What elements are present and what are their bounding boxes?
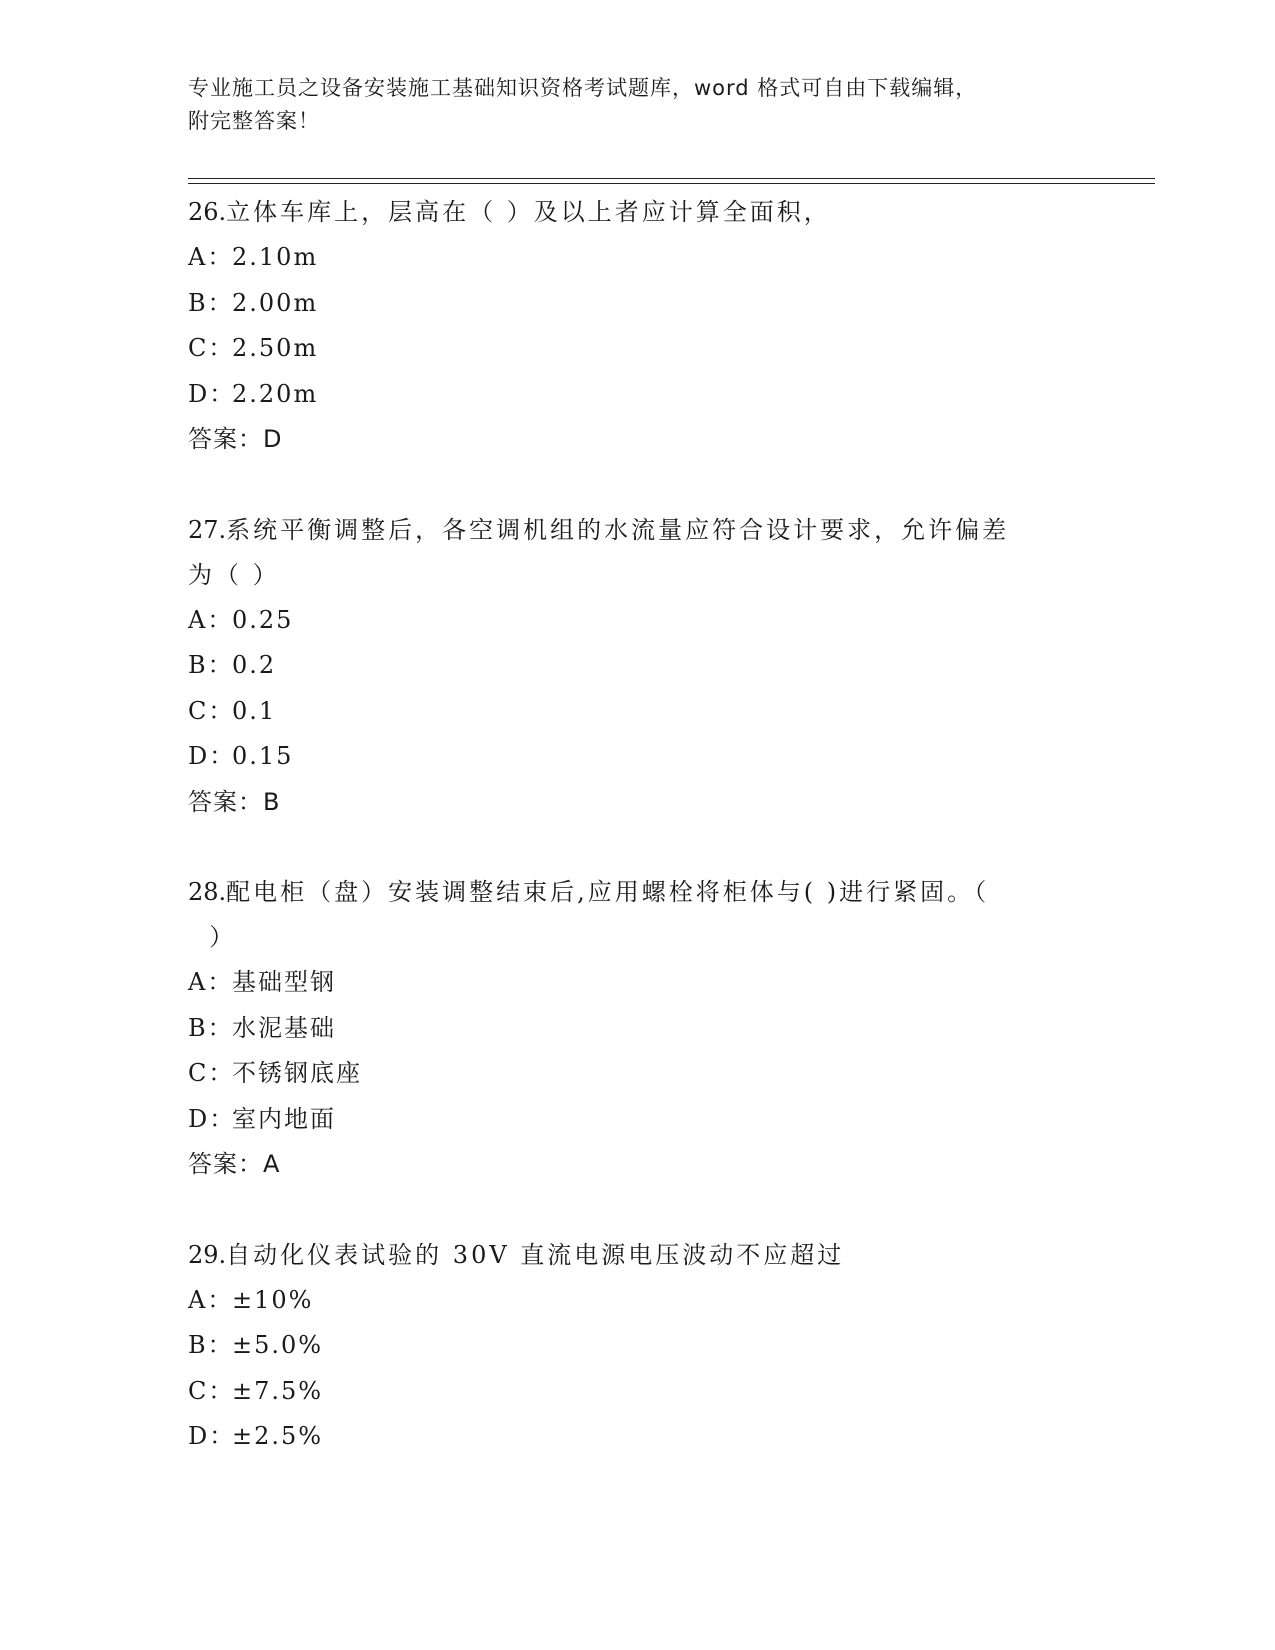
header-divider-bottom bbox=[188, 183, 1155, 184]
option-text: 2.20m bbox=[232, 379, 319, 408]
option-key: B： bbox=[188, 1013, 234, 1042]
option-key: A： bbox=[188, 968, 234, 996]
option-key: C： bbox=[188, 1059, 235, 1087]
answer-line: 答案：D bbox=[188, 425, 283, 453]
option-key: D： bbox=[188, 742, 236, 770]
option-key: B： bbox=[188, 1331, 234, 1359]
question-stem-line: 配电柜（盘）安装调整结束后,应用螺栓将柜体与( )进行紧固。（ bbox=[226, 878, 990, 906]
option-a bbox=[188, 960, 1088, 1006]
option-text: 0.25 bbox=[232, 605, 294, 634]
option-c bbox=[188, 326, 1088, 372]
option-key: A： bbox=[188, 1285, 234, 1314]
option-text: 2.00m bbox=[232, 288, 319, 317]
question-stem bbox=[188, 190, 1088, 235]
option-d bbox=[188, 1414, 1088, 1460]
option-text: 室内地面 bbox=[232, 1104, 336, 1133]
question-29 bbox=[188, 1233, 1088, 1460]
option-a bbox=[188, 235, 1088, 281]
option-text: 水泥基础 bbox=[232, 1013, 336, 1042]
option-c bbox=[188, 689, 1088, 735]
option-text: ±5.0% bbox=[232, 1331, 324, 1359]
option-b bbox=[188, 1006, 1088, 1052]
option-key: B： bbox=[188, 288, 234, 317]
option-key: D： bbox=[188, 1104, 236, 1133]
option-key: A： bbox=[188, 243, 234, 271]
question-stem-line: 自动化仪表试验的 30V 直流电源电压波动不应超过 bbox=[226, 1240, 845, 1269]
option-text: ±10% bbox=[232, 1285, 314, 1314]
question-stem bbox=[188, 508, 1088, 553]
option-key: B： bbox=[188, 651, 234, 679]
header-line-1: 专业施工员之设备安装施工基础知识资格考试题库，word 格式可自由下载编辑， bbox=[188, 76, 978, 100]
question-list bbox=[188, 190, 1088, 1505]
option-a bbox=[188, 1278, 1088, 1324]
option-text: 不锈钢底座 bbox=[232, 1059, 362, 1087]
option-c bbox=[188, 1051, 1088, 1097]
option-key: D： bbox=[188, 1422, 236, 1450]
option-key: A： bbox=[188, 605, 234, 634]
option-text: ±2.5% bbox=[232, 1422, 324, 1450]
option-text: 0.15 bbox=[232, 742, 294, 770]
option-text: 2.10m bbox=[232, 243, 319, 271]
option-key: C： bbox=[188, 334, 235, 362]
question-28 bbox=[188, 870, 1088, 1188]
option-d bbox=[188, 372, 1088, 418]
answer-line: 答案：B bbox=[188, 787, 281, 816]
option-text: ±7.5% bbox=[232, 1376, 324, 1405]
option-key: C： bbox=[188, 1376, 235, 1405]
question-27 bbox=[188, 508, 1088, 826]
option-text: 0.1 bbox=[232, 696, 277, 725]
option-c bbox=[188, 1369, 1088, 1415]
option-b bbox=[188, 643, 1088, 689]
option-b bbox=[188, 281, 1088, 327]
option-a bbox=[188, 598, 1088, 644]
question-stem bbox=[188, 1233, 1088, 1278]
question-stem-continuation: 为（ ） bbox=[188, 560, 280, 589]
option-key: C： bbox=[188, 696, 235, 725]
question-number: 26. bbox=[188, 198, 227, 226]
option-text: 2.50m bbox=[232, 334, 319, 362]
option-d bbox=[188, 734, 1088, 780]
header-line-2: 附完整答案！ bbox=[188, 109, 320, 133]
question-26 bbox=[188, 190, 1088, 463]
question-number: 29. bbox=[188, 1240, 227, 1269]
question-stem-line: 系统平衡调整后，各空调机组的水流量应符合设计要求，允许偏差 bbox=[226, 515, 1010, 544]
header-divider-top bbox=[188, 178, 1155, 179]
question-number: 27. bbox=[188, 515, 227, 544]
option-key: D： bbox=[188, 379, 236, 408]
question-number: 28. bbox=[188, 878, 227, 906]
option-text: 基础型钢 bbox=[232, 968, 336, 996]
option-b bbox=[188, 1323, 1088, 1369]
document-header bbox=[188, 72, 1068, 138]
question-stem bbox=[188, 870, 1088, 915]
question-stem-continuation: ） bbox=[188, 923, 237, 951]
option-d bbox=[188, 1097, 1088, 1143]
option-text: 0.2 bbox=[232, 651, 277, 679]
answer-line: 答案：A bbox=[188, 1150, 281, 1178]
question-stem-line: 立体车库上，层高在（ ）及以上者应计算全面积， bbox=[226, 198, 831, 226]
